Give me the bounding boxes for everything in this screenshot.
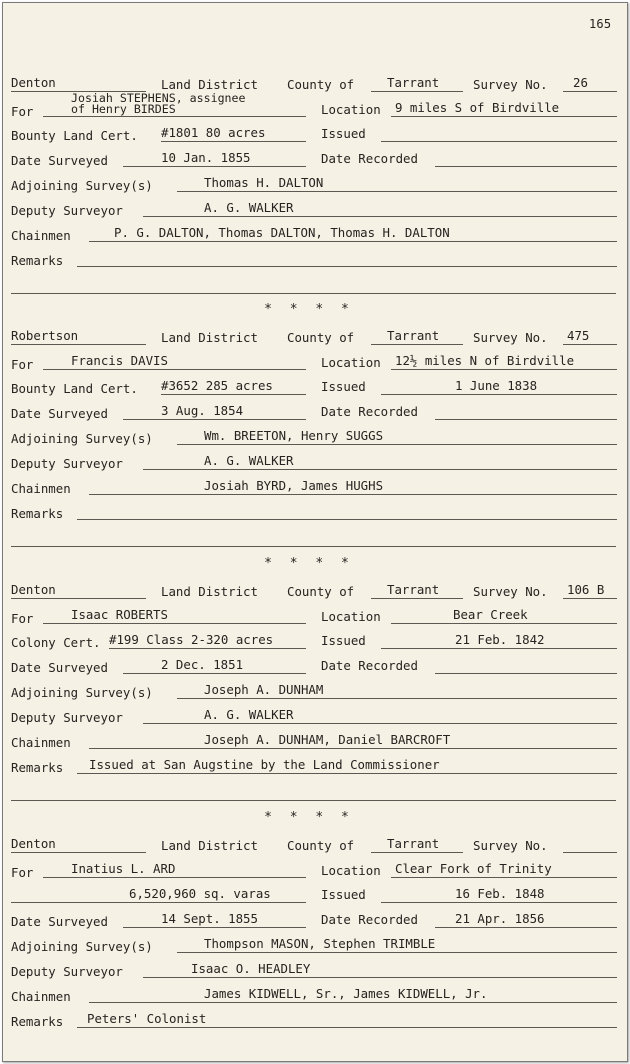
for-row: [3, 861, 627, 883]
deputy-label: Deputy Surveyor: [11, 203, 123, 218]
for-value-line1: Josiah STEPHENS, assignee: [71, 91, 246, 105]
deputy-label: Deputy Surveyor: [11, 964, 123, 979]
for-label: For: [11, 865, 34, 880]
land-district-value: Denton: [11, 582, 56, 597]
county-value: Tarrant: [387, 582, 440, 597]
county-value: Tarrant: [387, 836, 440, 851]
adjoining-label: Adjoining Survey(s): [11, 178, 153, 193]
for-value-line2: of Henry BIRDES: [71, 102, 176, 116]
remarks-label: Remarks: [11, 760, 64, 775]
remarks-label: Remarks: [11, 253, 64, 268]
cert-value: #3652 285 acres: [161, 378, 273, 393]
county-label: County of: [287, 77, 355, 92]
county-value: Tarrant: [387, 75, 440, 90]
issued-value: 1 June 1838: [455, 378, 538, 393]
adjoining-label: Adjoining Survey(s): [11, 431, 153, 446]
chainmen-row: [3, 732, 627, 754]
date-row: [3, 911, 627, 933]
cert-row: [3, 886, 627, 908]
document-page: [2, 2, 628, 1062]
for-row: [3, 607, 627, 629]
deputy-label: Deputy Surveyor: [11, 710, 123, 725]
record-separator: * * * *: [264, 302, 354, 317]
remarks-continuation-line: [11, 546, 616, 547]
chainmen-value: P. G. DALTON, Thomas DALTON, Thomas H. DALTON: [114, 225, 450, 240]
location-value: Bear Creek: [453, 607, 528, 622]
county-label: County of: [287, 584, 355, 599]
remarks-row: [3, 1011, 627, 1033]
chainmen-label: Chainmen: [11, 735, 71, 750]
date-surveyed-label: Date Surveyed: [11, 406, 108, 421]
survey-no-value: 106 B: [567, 582, 605, 597]
cert-value: 6,520,960 sq. varas: [129, 886, 271, 901]
record-separator: * * * *: [264, 810, 354, 825]
date-surveyed-label: Date Surveyed: [11, 153, 108, 168]
chainmen-row: [3, 478, 627, 500]
cert-row: [3, 378, 627, 400]
chainmen-label: Chainmen: [11, 481, 71, 496]
remarks-label: Remarks: [11, 1014, 64, 1029]
district-row: [3, 328, 627, 350]
issued-label: Issued: [321, 887, 366, 902]
deputy-row: [3, 200, 627, 222]
district-row: [3, 836, 627, 858]
date-surveyed-value: 3 Aug. 1854: [161, 403, 244, 418]
for-label: For: [11, 611, 34, 626]
date-recorded-value: 21 Apr. 1856: [455, 911, 545, 926]
adjoining-row: [3, 936, 627, 958]
county-value: Tarrant: [387, 328, 440, 343]
cert-label: Colony Cert.: [11, 635, 101, 650]
survey-no-label: Survey No.: [473, 584, 548, 599]
district-row: [3, 582, 627, 604]
deputy-value: A. G. WALKER: [204, 200, 294, 215]
land-district-value: Denton: [11, 836, 56, 851]
land-district-label: Land District: [161, 330, 258, 345]
deputy-value: A. G. WALKER: [204, 453, 294, 468]
chainmen-row: [3, 986, 627, 1008]
issued-label: Issued: [321, 633, 366, 648]
chainmen-value: Joseph A. DUNHAM, Daniel BARCROFT: [204, 732, 451, 747]
remarks-continuation-line: [11, 800, 616, 801]
survey-no-label: Survey No.: [473, 838, 548, 853]
remarks-label: Remarks: [11, 506, 64, 521]
county-label: County of: [287, 330, 355, 345]
for-value-line1: Francis DAVIS: [71, 353, 168, 368]
date-recorded-label: Date Recorded: [321, 404, 418, 419]
adjoining-value: Wm. BREETON, Henry SUGGS: [204, 428, 384, 443]
cert-row: [3, 632, 627, 654]
adjoining-label: Adjoining Survey(s): [11, 685, 153, 700]
location-value: 9 miles S of Birdville: [395, 100, 560, 115]
for-label: For: [11, 104, 34, 119]
survey-no-value: 26: [573, 75, 588, 90]
date-surveyed-value: 14 Sept. 1855: [161, 911, 258, 926]
chainmen-label: Chainmen: [11, 228, 71, 243]
location-value: Clear Fork of Trinity: [395, 861, 552, 876]
land-district-value: Robertson: [11, 328, 79, 343]
chainmen-row: [3, 225, 627, 247]
land-district-label: Land District: [161, 838, 258, 853]
date-recorded-label: Date Recorded: [321, 658, 418, 673]
remarks-value: Issued at San Augstine by the Land Commissioner: [89, 757, 440, 772]
cert-value: #199 Class 2-320 acres: [109, 632, 274, 647]
adjoining-value: Joseph A. DUNHAM: [204, 682, 324, 697]
issued-label: Issued: [321, 126, 366, 141]
land-district-value: Denton: [11, 75, 56, 90]
deputy-value: Isaac O. HEADLEY: [191, 961, 311, 976]
remarks-row: [3, 250, 627, 272]
remarks-row: [3, 503, 627, 525]
for-row: [3, 353, 627, 375]
date-surveyed-value: 10 Jan. 1855: [161, 150, 251, 165]
deputy-row: [3, 961, 627, 983]
page-number: 165: [589, 17, 612, 31]
cert-row: [3, 125, 627, 147]
remarks-value: Peters' Colonist: [87, 1011, 207, 1026]
for-row: [3, 91, 627, 122]
adjoining-value: Thomas H. DALTON: [204, 175, 324, 190]
date-row: [3, 657, 627, 679]
survey-no-label: Survey No.: [473, 330, 548, 345]
location-label: Location: [321, 863, 381, 878]
date-surveyed-value: 2 Dec. 1851: [161, 657, 244, 672]
date-row: [3, 403, 627, 425]
date-surveyed-label: Date Surveyed: [11, 914, 108, 929]
cert-value: #1801 80 acres: [161, 125, 266, 140]
survey-no-label: Survey No.: [473, 77, 548, 92]
issued-value: 21 Feb. 1842: [455, 632, 545, 647]
deputy-label: Deputy Surveyor: [11, 456, 123, 471]
date-recorded-label: Date Recorded: [321, 151, 418, 166]
survey-no-value: 475: [567, 328, 590, 343]
land-district-label: Land District: [161, 77, 258, 92]
location-label: Location: [321, 609, 381, 624]
chainmen-value: James KIDWELL, Sr., James KIDWELL, Jr.: [204, 986, 488, 1001]
cert-label: Bounty Land Cert.: [11, 381, 138, 396]
location-label: Location: [321, 102, 381, 117]
date-surveyed-label: Date Surveyed: [11, 660, 108, 675]
county-label: County of: [287, 838, 355, 853]
for-value-line1: Inatius L. ARD: [71, 861, 176, 876]
adjoining-value: Thompson MASON, Stephen TRIMBLE: [204, 936, 436, 951]
chainmen-value: Josiah BYRD, James HUGHS: [204, 478, 384, 493]
for-label: For: [11, 357, 34, 372]
adjoining-row: [3, 175, 627, 197]
remarks-row: [3, 757, 627, 779]
location-label: Location: [321, 355, 381, 370]
land-district-label: Land District: [161, 584, 258, 599]
date-recorded-label: Date Recorded: [321, 912, 418, 927]
adjoining-row: [3, 682, 627, 704]
deputy-value: A. G. WALKER: [204, 707, 294, 722]
adjoining-label: Adjoining Survey(s): [11, 939, 153, 954]
adjoining-row: [3, 428, 627, 450]
deputy-row: [3, 707, 627, 729]
record-separator: * * * *: [264, 556, 354, 571]
cert-label: Bounty Land Cert.: [11, 128, 138, 143]
issued-label: Issued: [321, 379, 366, 394]
deputy-row: [3, 453, 627, 475]
remarks-continuation-line: [11, 293, 616, 294]
chainmen-label: Chainmen: [11, 989, 71, 1004]
location-value: 12½ miles N of Birdville: [395, 353, 575, 368]
date-row: [3, 150, 627, 172]
for-value-line1: Isaac ROBERTS: [71, 607, 168, 622]
issued-value: 16 Feb. 1848: [455, 886, 545, 901]
